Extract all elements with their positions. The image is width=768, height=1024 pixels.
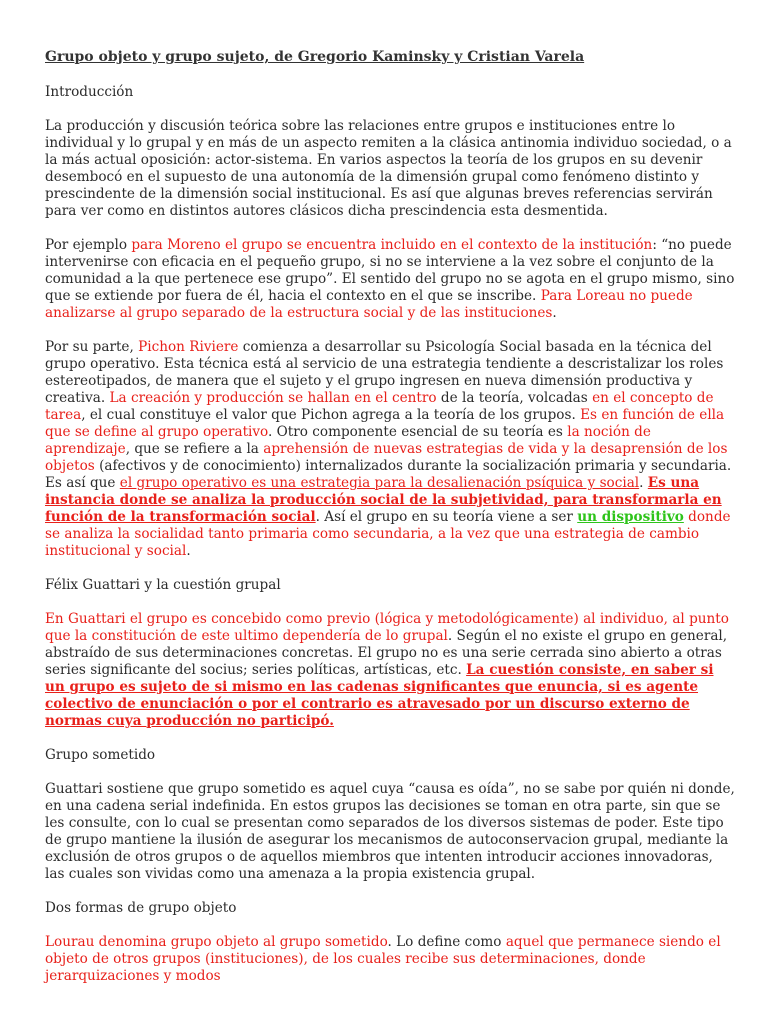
highlight-moreno: para Moreno el grupo se encuentra incluido en el contexto de la institución [131, 237, 653, 253]
document-body [45, 49, 735, 1002]
text-span: Por su parte, [45, 339, 139, 355]
highlight-cuestion: La cuestión consiste, en saber si un grupo es sujeto de si mismo en las cadenas significantes que enuncia, si es agente colectivo de enunciación o por el contrario es atravesado por un discurso externo de normas cuya producción no participó. [45, 662, 714, 729]
paragraph-grupo-sometido: Guattari sostiene que grupo sometido es aquel cuya “causa es oída”, no se sabe por quién ni donde, en una cadena serial indefinida. En estos grupos las decisiones se toman en otra parte, sin que se les consulte, con lo cual se presentan como separados de los diversos sistemas de poder. Este tipo de grupo mantiene la ilusión de asegurar los mecanismos de autoconservacion grupal, mediante la exclusión de otros grupos o de aquellos miembros que intenten introducir acciones innovadoras, las cuales son vividas como una amenaza a la propia existencia grupal. [45, 781, 735, 882]
text-span: . [186, 543, 191, 559]
text-span: . Otro componente esencial de su teoría es [268, 424, 568, 440]
text-span: de la teoría, volcadas [436, 390, 593, 406]
paragraph-lourau [45, 934, 735, 985]
text-span: . Según el no existe el grupo en general, abstraído de sus determinaciones concretas. El grupo no es una serie cerrada sino abierto a otras series significante del socius; series políticas, artísticas, etc. [45, 628, 728, 678]
highlight-guattari-grupo: En Guattari el grupo es concebido como previo (lógica y metodológicamente) al individuo, al punto que la constitución de este ultimo dependería de lo grupal [45, 611, 729, 644]
text-span: . [552, 305, 557, 321]
section-heading-guattari: Félix Guattari y la cuestión grupal [45, 577, 281, 593]
highlight-aprehension: aprehensión de nuevas estrategias de vida y la desaprensión de los objetos [45, 441, 728, 474]
highlight-creacion: La creación y producción se hallan en el centro [109, 390, 437, 406]
section-heading-grupo-sometido: Grupo sometido [45, 747, 156, 763]
text-span: . [639, 475, 648, 491]
text-span: , que se refiere a la [125, 441, 264, 457]
paragraph-guattari [45, 611, 735, 730]
highlight-pichon: Pichon Riviere [138, 339, 239, 355]
text-span: , el cual constituye el valor que Pichon agrega a la teoría de los grupos. [81, 407, 581, 423]
text-span: Por ejemplo [45, 237, 132, 253]
section-heading-dos-formas: Dos formas de grupo objeto [45, 900, 237, 916]
highlight-aprendizaje: la noción de aprendizaje [45, 424, 651, 457]
highlight-desalienacion: el grupo operativo es una estrategia para la desalienación psíquica y social [119, 475, 640, 491]
highlight-lourau: Lourau denomina grupo objeto al grupo sometido [45, 934, 388, 950]
highlight-grupo-operativo: Es en función de ella que se define al grupo operativo [45, 407, 725, 440]
text-span: . Así el grupo en su teoría viene a ser [315, 509, 578, 525]
paragraph-intro: La producción y discusión teórica sobre las relaciones entre grupos e instituciones entre lo individual y lo grupal y en más de un aspecto remiten a la clásica antinomia individuo sociedad, o a la más actual oposición: actor-sistema. En varios aspectos la teoría de los grupos en su devenir desembocó en el supuesto de una autonomía de la dimensión grupal como fenómeno distinto y prescindente de la dimensión social institucional. Es así que algunas breves referencias servirán para ver como en distintos autores clásicos dicha prescindencia esta desmentida. [45, 118, 732, 219]
text-span: . Lo define como [387, 934, 506, 950]
text-span: (afectivos y de conocimiento) internalizados durante la socialización primaria y secundaria. Es así que [45, 458, 732, 491]
paragraph-moreno [45, 237, 735, 322]
text-span: comienza a desarrollar su Psicología Social basada en la técnica del grupo operativo. Esta técnica está al servicio de una estrategia tendiente a descristalizar los roles estereotipados, de manera que el sujeto y el grupo ingresen en nueva dimensión productiva y creativa. [45, 339, 724, 406]
highlight-loreau: Para Loreau no puede analizarse al grupo separado de la estructura social y de las instituciones [45, 288, 693, 321]
text-span: : “no puede intervenirse con eficacia en el pequeño grupo, si no se interviene a la vez sobre el conjunto de la comunidad a la que pertenece ese grupo”. El sentido del grupo no se agota en el grupo mismo, sino que se extiende por fuera de él, hacia el contexto en el que se inscribe. [45, 237, 735, 304]
highlight-tarea: en el concepto de tarea [45, 390, 714, 423]
highlight-dispositivo: un dispositivo [577, 509, 684, 525]
paragraph-pichon [45, 339, 735, 560]
highlight-instancia: Es una instancia donde se analiza la producción social de la subjetividad, para transformarla en función de la transformación social [45, 475, 722, 525]
highlight-socialidad: donde se analiza la socialidad tanto primaria como secundaria, a la vez que una estrategia de cambio institucional y social [45, 509, 731, 559]
document-title: Grupo objeto y grupo sujeto, de Gregorio Kaminsky y Cristian Varela [45, 49, 585, 65]
section-heading-introduccion: Introducción [45, 84, 134, 100]
highlight-objeto-otros: aquel que permanece siendo el objeto de otros grupos (instituciones), de los cuales recibe sus determinaciones, donde jerarquizaciones y modos [45, 934, 721, 984]
